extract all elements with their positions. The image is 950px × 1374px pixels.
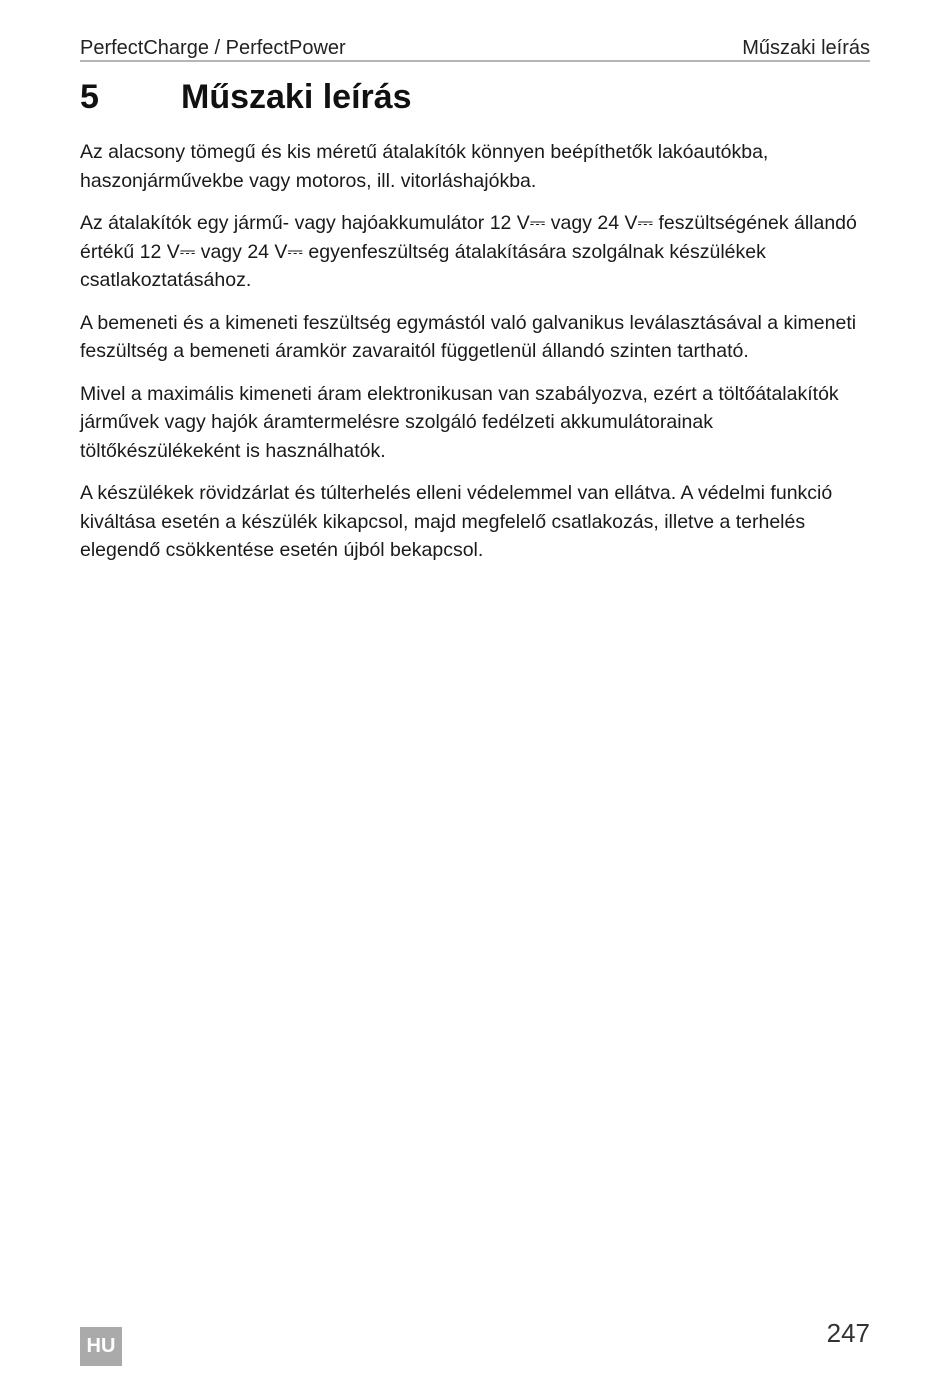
chapter-heading: [80, 78, 412, 117]
paragraph-5: A készülékek rövidzárlat és túlterhelés elleni védelemmel van ellátva. A védelmi funkció kiváltása esetén a készülék kikapcsol, majd megfelelő csatlakozás, illetve a terhelés elegendő csökkentése esetén újból bekapcsol.: [80, 482, 833, 561]
paragraph-2: Az átalakítók egy jármű- vagy hajóakkumulátor 12 V⎓ vagy 24 V⎓ feszültségének állandó értékű 12 V⎓ vagy 24 V⎓ egyenfeszültség átalakítására szolgálnak készülékek csatlakoztatásához.: [80, 212, 857, 291]
chapter-number: 5: [80, 78, 99, 116]
paragraph-1: Az alacsony tömegű és kis méretű átalakítók könnyen beépíthetők lakóautókba, haszonjárművekbe vagy motoros, ill. vitorláshajókba.: [80, 141, 769, 192]
chapter-title: Műszaki leírás: [181, 78, 412, 116]
paragraph-4: Mivel a maximális kimeneti áram elektronikusan van szabályozva, ezért a töltőátalakítók járművek vagy hajók áramtermelésre szolgáló fedélzeti akkumulátorainak töltőkészülékeként is használhatók.: [80, 382, 839, 462]
header-divider: [80, 60, 870, 62]
body-text: [80, 138, 872, 579]
page-number: 247: [826, 1318, 870, 1348]
header-product-name: PerfectCharge / PerfectPower: [80, 37, 346, 59]
paragraph-3: A bemeneti és a kimeneti feszültség egymástól való galvanikus leválasztásával a kimeneti feszültség a bemeneti áramkör zavaraitól függetlenül állandó szinten tartható.: [80, 311, 857, 362]
language-badge: HU: [80, 1327, 122, 1366]
header-section-name: Műszaki leírás: [742, 37, 870, 59]
running-header: [80, 30, 870, 60]
